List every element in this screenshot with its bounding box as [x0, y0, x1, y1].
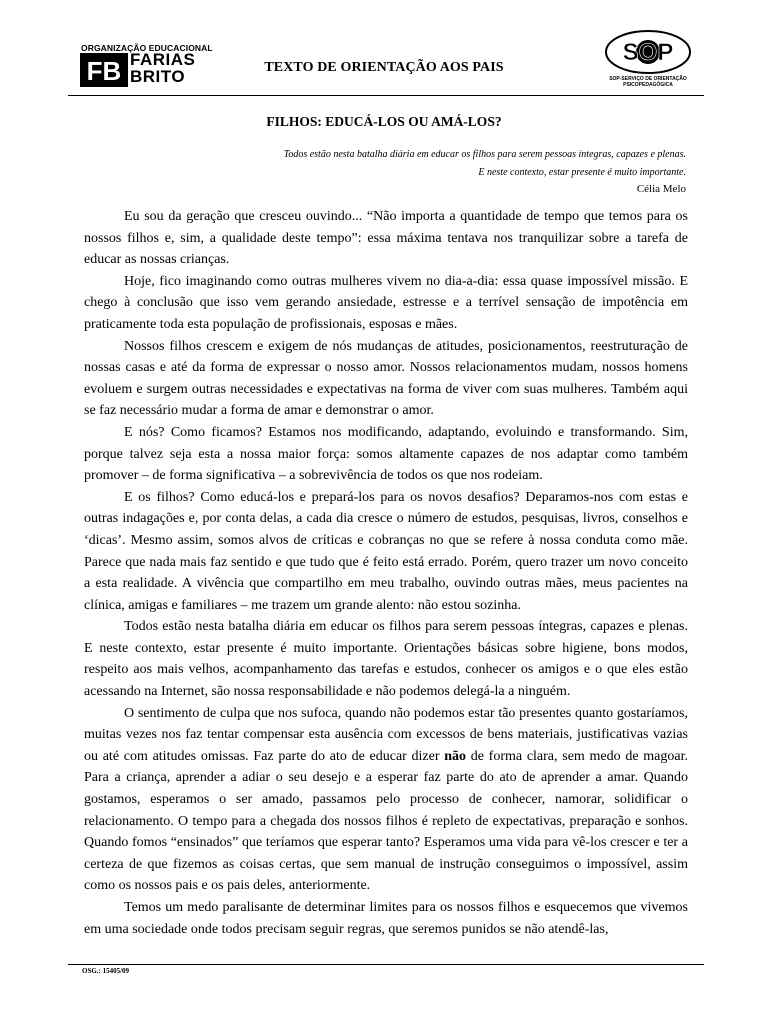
paragraph-6: Todos estão nesta batalha diária em educar os filhos para serem pessoas íntegras, capazes e plenas. E neste contexto, estar presente é muito importante. Orientações básicas sobre higiene, bons modos, respeito aos mais velhos, acompanhamento das tarefas e estudos, conhecer os amigos e o que eles estão acessando na Internet, são nossa responsabilidade e não podemos delegá-la a ninguém. — [84, 619, 688, 700]
footer-code: OSG.: 15405/09 — [82, 967, 130, 975]
sop-subtitle-2: PSICOPEDAGÓGICA — [623, 82, 673, 88]
paragraph-3: Nossos filhos crescem e exigem de nós mudanças de atitudes, posicionamentos, reestruturação de nossas casas e até da forma de expressar o nosso amor. Nossos relacionamentos mudam, nossos homens evoluem e surgem outras necessidades e expectativas na forma de viver com suas mulheres. Também aqui se faz necessário mudar a forma de amar e demonstrar o amor. — [84, 338, 688, 419]
header-divider — [68, 95, 704, 96]
document-title: FILHOS: EDUCÁ-LOS OU AMÁ-LOS? — [266, 114, 502, 129]
paragraph-7 — [84, 703, 688, 897]
header-title: TEXTO DE ORIENTAÇÃO AOS PAIS — [264, 60, 504, 75]
page-header — [0, 0, 768, 98]
sop-mark-text: SOP — [622, 39, 674, 66]
paragraph-2: Hoje, fico imaginando como outras mulheres vivem no dia-a-dia: essa quase impossível missão. E chego à conclusão que isso vem gerando ansiedade, estresse e a terrível sensação de impotência em praticamente toda esta população de profissionais, esposas e mães. — [84, 273, 688, 332]
paragraph-1: Eu sou da geração que cresceu ouvindo... “Não importa a quantidade de tempo que temos para os nossos filhos e, sim, a qualidade deste tempo”: essa máxima tentava nos tranquilizar sobre a tarefa de educar as nossas crianças. — [84, 209, 688, 268]
logo-word-farias: FARIAS — [130, 50, 196, 69]
sop-subtitle-1: SOP-SERVIÇO DE ORIENTAÇÃO — [609, 76, 687, 82]
epigraph-line-1: Todos estão nesta batalha diária em educar os filhos para serem pessoas íntegras, capazes e plenas. — [283, 149, 686, 160]
sop-logo — [602, 28, 694, 92]
paragraph-8: Temos um medo paralisante de determinar limites para os nossos filhos e esquecemos que vivemos em uma sociedade onde todos precisam seguir regras, que seremos punidos se não atendê-las, — [84, 900, 688, 937]
paragraph-4: E nós? Como ficamos? Estamos nos modificando, adaptando, evoluindo e transformando. Sim, porque talvez seja esta a nossa maior força: somos altamente capazes de nos adaptar como também promover – de forma significativa – a sobrevivência de todos os que nos rodeiam. — [84, 424, 688, 484]
epigraph-author: Célia Melo — [636, 183, 686, 195]
logo-org-line: ORGANIZAÇÃO EDUCACIONAL — [81, 43, 213, 53]
paragraph-7-emphasis: não — [444, 748, 467, 764]
paragraph-5: E os filhos? Como educá-los e prepará-los para os novos desafios? Deparamos-nos com estas e outras indagações e, por conta delas, a cada dia cresce o número de estudos, pesquisas, livros, conselhos e ‘dicas’. Mesmo assim, somos alvos de críticas e cobranças no que se refere à nossa conduta como mãe. Parece que nada mais faz sentido e que tudo que é feito está errado. Porém, quero trazer um novo conceito a esta realidade. A vivência que compartilho em meu trabalho, ouvindo outras mães, meus pacientes na clínica, amigas e familiares – me trazem um grande alento: não estou sozinha. — [84, 489, 688, 613]
logo-word-brito: BRITO — [130, 67, 186, 86]
paragraph-7-part-1: O sentimento de culpa que nos sufoca, quando não podemos estar tão presentes quanto gostaríamos, muitas vezes nos faz tentar compensar esta ausência com excessos de bens materiais, justificativas vazias ou até com atitudes omissas. Faz parte do ato de educar dizer — [84, 705, 688, 764]
sop-mark-icon — [602, 28, 694, 76]
paragraph-7-part-2: de forma clara, sem medo de magoar. Para a criança, aprender a adiar o seu desejo e a esperar faz parte do ato de aprender a amar. Quando gostamos, esperamos o ser amado, passamos pelo processo de conhecer, namorar, solidificar o relacionamento. O tempo para a chegada dos nossos filhos é repleto de expectativas, preparação e sonhos. Quando fomos “ensinados” que teríamos que esperar tanto? Esperamos uma vida para vê-los crescer e ter a certeza de que fizemos as coisas certas, que sem manual de instrução conseguimos o impossível, assim como os nossos pais e os pais deles, anteriormente. — [84, 748, 688, 894]
footer-divider — [68, 964, 704, 965]
fb-mark-text: FB — [86, 56, 122, 86]
epigraph-line-2: E neste contexto, estar presente é muito importante. — [478, 167, 686, 178]
article-body — [84, 206, 688, 940]
